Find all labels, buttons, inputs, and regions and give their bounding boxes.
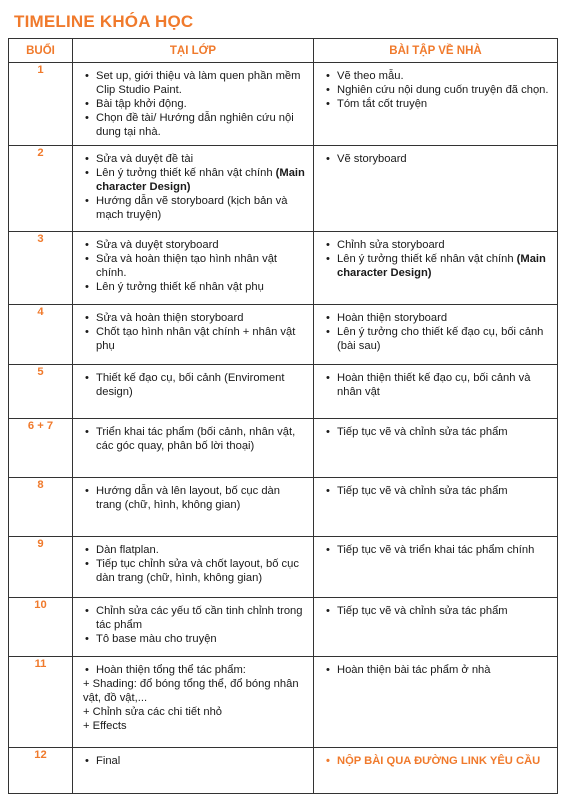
list-item-text: Tóm tắt cốt truyện: [337, 98, 428, 110]
list-item: [83, 677, 305, 705]
in-class-list: [83, 311, 305, 353]
list-item-text: Hướng dẫn và lên layout, bố cục dàn trang (chữ, hình, không gian): [96, 485, 280, 511]
list-item-text: Triển khai tác phẩm (bối cảnh, nhân vật, các góc quay, phân bố lời thoại): [96, 426, 296, 452]
list-item: [83, 97, 305, 111]
in-class-cell: [73, 748, 314, 794]
table-row: [9, 305, 558, 365]
homework-list: [324, 152, 549, 166]
list-item-text: Lên ý tưởng thiết kế nhân vật phụ: [96, 281, 264, 293]
list-item: [83, 238, 305, 252]
session-number: 6 + 7: [9, 419, 73, 478]
in-class-cell: [73, 63, 314, 146]
homework-list: [324, 663, 549, 677]
in-class-list: [83, 484, 305, 512]
list-item: [324, 604, 549, 618]
in-class-list: [83, 371, 305, 399]
homework-list: [324, 604, 549, 618]
list-item-text: + Effects: [83, 720, 127, 732]
session-number: 2: [9, 146, 73, 232]
list-item-text: Chỉnh sửa storyboard: [337, 239, 445, 251]
list-item: [83, 719, 305, 733]
list-item-text: Hoàn thiện bài tác phẩm ở nhà: [337, 664, 491, 676]
session-number: 8: [9, 478, 73, 537]
list-item-text: Tô base màu cho truyện: [96, 633, 217, 645]
list-item: [83, 425, 305, 453]
list-item-text: Lên ý tưởng cho thiết kế đạo cụ, bối cảnh (bài sau): [337, 326, 544, 352]
list-item: [83, 311, 305, 325]
list-item-text: Lên ý tưởng thiết kế nhân vật chính: [96, 167, 273, 179]
list-item-text: + Shading: đổ bóng tổng thể, đổ bóng nhân vật, đồ vật,...: [83, 678, 299, 704]
list-item-text: Nghiên cứu nội dung cuốn truyện đã chọn.: [337, 84, 549, 96]
homework-cell: [314, 419, 558, 478]
list-item-text: Sửa và duyệt storyboard: [96, 239, 219, 251]
list-item-text: Hoàn thiện tổng thể tác phẩm:: [96, 664, 246, 676]
list-item: [324, 754, 549, 768]
list-item: [83, 325, 305, 353]
list-item: [83, 280, 305, 294]
table-row: [9, 478, 558, 537]
in-class-list: [83, 69, 305, 139]
list-item: [324, 97, 549, 111]
list-item: [324, 69, 549, 83]
list-item-text: Tiếp tục vẽ và chỉnh sửa tác phẩm: [337, 605, 508, 617]
list-item: [324, 252, 549, 280]
list-item: [324, 152, 549, 166]
homework-cell: [314, 537, 558, 598]
list-item: [83, 705, 305, 719]
in-class-cell: [73, 478, 314, 537]
list-item-text: Vẽ storyboard: [337, 153, 407, 165]
list-item: [83, 632, 305, 646]
list-item: [83, 663, 305, 677]
session-number: 5: [9, 365, 73, 419]
list-item-text: Chọn đề tài/ Hướng dẫn nghiên cứu nội dung tại nhà.: [96, 112, 294, 138]
table-row: [9, 537, 558, 598]
session-number: 12: [9, 748, 73, 794]
table-row: [9, 598, 558, 657]
list-item: [324, 484, 549, 498]
table-row: [9, 748, 558, 794]
list-item: [324, 325, 549, 353]
list-item-text: Tiếp tục chỉnh sửa và chốt layout, bố cục dàn trang (chữ, hình, không gian): [96, 558, 299, 584]
in-class-list: [83, 754, 305, 768]
homework-list: [324, 371, 549, 399]
list-item-text: Sửa và hoàn thiện tạo hình nhân vật chính.: [96, 253, 278, 279]
list-item: [83, 194, 305, 222]
list-item: [83, 252, 305, 280]
list-item: [83, 543, 305, 557]
in-class-list: [83, 238, 305, 294]
in-class-list: [83, 543, 305, 585]
in-class-cell: [73, 419, 314, 478]
list-item-text: Tiếp tục vẽ và triển khai tác phẩm chính: [337, 544, 535, 556]
list-item-text: Chỉnh sửa các yếu tố cần tinh chỉnh trong tác phẩm: [96, 605, 303, 631]
homework-cell: [314, 365, 558, 419]
list-item: [324, 663, 549, 677]
in-class-list: [83, 663, 305, 733]
in-class-cell: [73, 232, 314, 305]
list-item-text: Tiếp tục vẽ và chỉnh sửa tác phẩm: [337, 426, 508, 438]
session-number: 11: [9, 657, 73, 748]
list-item-text: Hướng dẫn vẽ storyboard (kịch bản và mạch truyện): [96, 195, 288, 221]
homework-cell: [314, 657, 558, 748]
in-class-cell: [73, 365, 314, 419]
session-number: 4: [9, 305, 73, 365]
list-item-text: Vẽ theo mẫu.: [337, 70, 404, 82]
list-item: [83, 484, 305, 512]
table-header-row: [9, 39, 558, 63]
homework-list: [324, 69, 549, 111]
homework-cell: [314, 748, 558, 794]
in-class-cell: [73, 598, 314, 657]
session-number: 1: [9, 63, 73, 146]
table-row: [9, 365, 558, 419]
list-item: [83, 111, 305, 139]
homework-cell: [314, 63, 558, 146]
homework-cell: [314, 598, 558, 657]
list-item: [83, 754, 305, 768]
list-item: [324, 83, 549, 97]
list-item: [83, 557, 305, 585]
header-in-class: TẠI LỚP: [73, 39, 314, 63]
timeline-table: [8, 38, 558, 794]
header-session: BUỔI: [9, 39, 73, 63]
list-item: [324, 371, 549, 399]
list-item: [324, 543, 549, 557]
list-item: [83, 371, 305, 399]
list-item: [83, 152, 305, 166]
list-item-text: Sửa và duyệt đề tài: [96, 153, 194, 165]
in-class-cell: [73, 537, 314, 598]
list-item-text: Bài tập khởi động.: [96, 98, 187, 110]
homework-list: [324, 238, 549, 280]
list-item-text: NỘP BÀI QUA ĐƯỜNG LINK YÊU CẦU: [337, 755, 541, 767]
table-row: [9, 419, 558, 478]
list-item-text: Chốt tạo hình nhân vật chính + nhân vật phụ: [96, 326, 296, 352]
list-item-text: Hoàn thiện thiết kế đạo cụ, bối cảnh và nhân vật: [337, 372, 531, 398]
list-item-text: Lên ý tưởng thiết kế nhân vật chính: [337, 253, 514, 265]
homework-cell: [314, 305, 558, 365]
homework-cell: [314, 478, 558, 537]
homework-list: [324, 543, 549, 557]
table-row: [9, 657, 558, 748]
homework-cell: [314, 232, 558, 305]
list-item-bold-text: (Main character Design): [337, 253, 546, 279]
table-row: [9, 232, 558, 305]
session-number: 9: [9, 537, 73, 598]
in-class-list: [83, 604, 305, 646]
header-homework: BÀI TẬP VỀ NHÀ: [314, 39, 558, 63]
list-item: [324, 238, 549, 252]
in-class-cell: [73, 305, 314, 365]
list-item-text: + Chỉnh sửa các chi tiết nhỏ: [83, 706, 223, 718]
list-item: [83, 166, 305, 194]
page-title: TIMELINE KHÓA HỌC: [14, 12, 194, 31]
session-number: 10: [9, 598, 73, 657]
homework-cell: [314, 146, 558, 232]
homework-list: [324, 754, 549, 768]
in-class-list: [83, 152, 305, 222]
in-class-cell: [73, 146, 314, 232]
in-class-cell: [73, 657, 314, 748]
list-item-text: Thiết kế đạo cụ, bối cảnh (Enviroment design): [96, 372, 285, 398]
list-item: [83, 69, 305, 97]
list-item: [324, 425, 549, 439]
in-class-list: [83, 425, 305, 453]
list-item: [324, 311, 549, 325]
list-item-bold-text: (Main character Design): [96, 167, 305, 193]
session-number: 3: [9, 232, 73, 305]
list-item-text: Sửa và hoàn thiện storyboard: [96, 312, 244, 324]
table-row: [9, 146, 558, 232]
homework-list: [324, 425, 549, 439]
table-row: [9, 63, 558, 146]
list-item: [83, 604, 305, 632]
homework-list: [324, 311, 549, 353]
list-item-text: Set up, giới thiệu và làm quen phần mềm Clip Studio Paint.: [96, 70, 301, 96]
list-item-text: Final: [96, 755, 121, 767]
list-item-text: Dàn flatplan.: [96, 544, 159, 556]
list-item-text: Tiếp tục vẽ và chỉnh sửa tác phẩm: [337, 485, 508, 497]
list-item-text: Hoàn thiện storyboard: [337, 312, 448, 324]
homework-list: [324, 484, 549, 498]
